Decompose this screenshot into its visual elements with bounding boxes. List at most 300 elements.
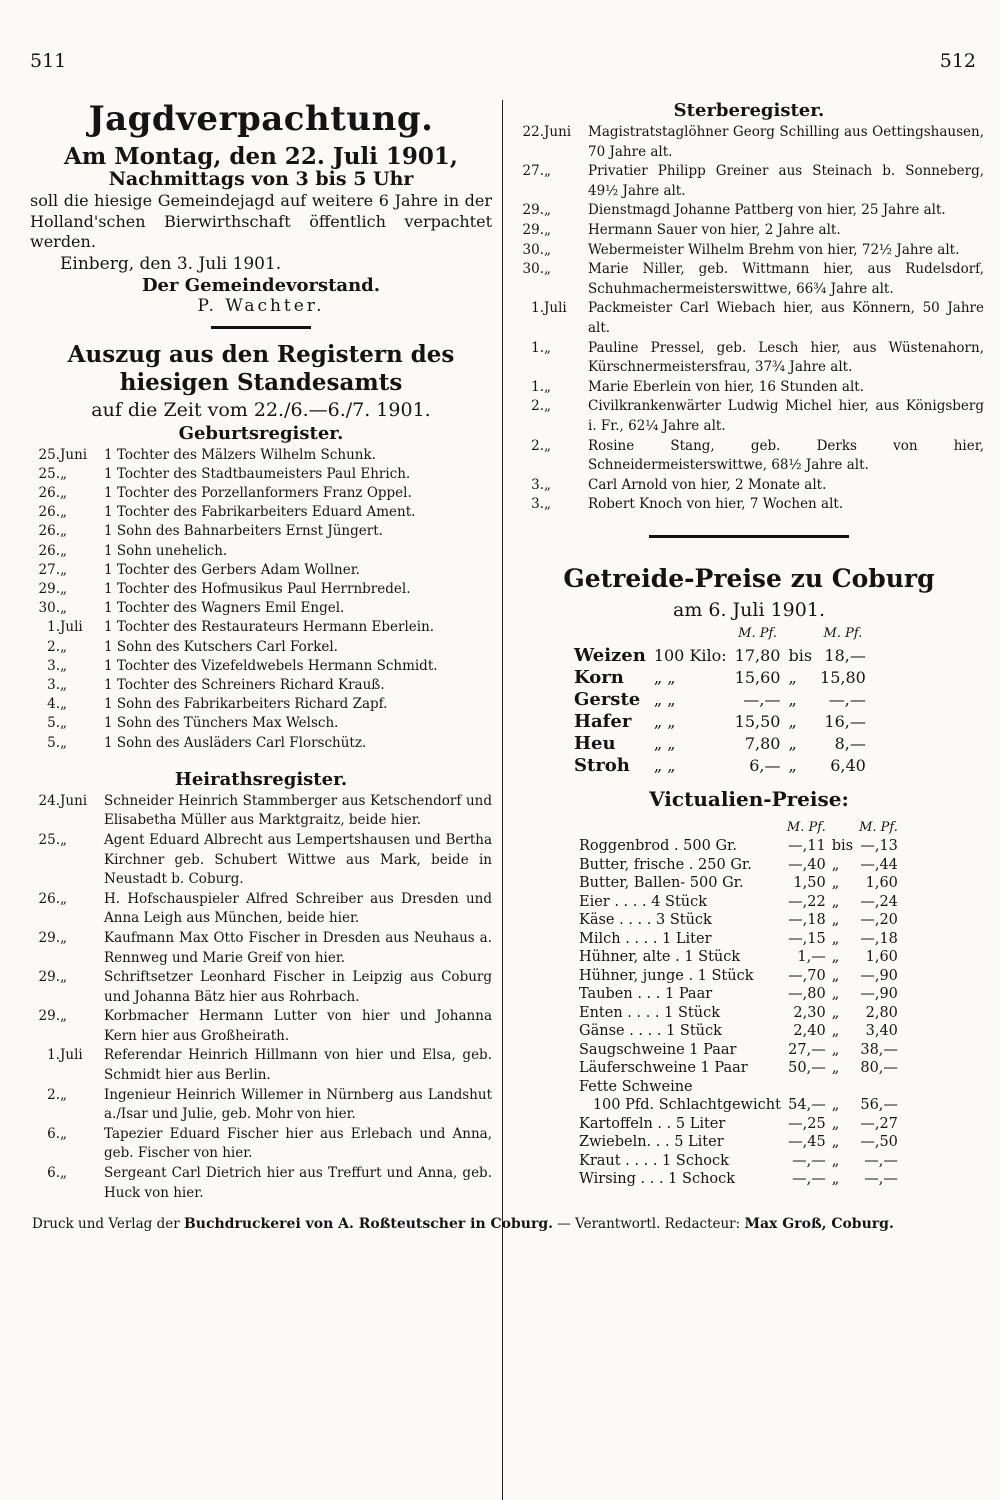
grain-qty: 100 Kilo: bbox=[653, 645, 727, 665]
entry-day: 29. bbox=[522, 221, 544, 238]
footer-printer: Buchdruckerei von A. Roßteutscher in Coburg. bbox=[183, 1216, 553, 1232]
victuals-price-high: —,90 bbox=[860, 986, 898, 1003]
grain-title: Getreide-Preise zu Coburg bbox=[563, 563, 935, 593]
death-entry bbox=[514, 339, 984, 378]
entry-text: Tapezier Eduard Fischer hier aus Erlebach und Anna, geb. Fischer von hier. bbox=[104, 1125, 492, 1162]
entry-month: „ bbox=[60, 1125, 67, 1142]
entry-month: „ bbox=[544, 202, 551, 219]
entry-month: „ bbox=[544, 163, 551, 180]
birth-entry bbox=[30, 618, 492, 637]
victuals-row bbox=[576, 1152, 901, 1171]
entry-text: Webermeister Wilhelm Brehm von hier, 72½ Jahre alt. bbox=[588, 241, 960, 258]
victuals-sep: „ bbox=[831, 930, 840, 947]
birth-entry bbox=[30, 695, 492, 714]
entry-day: 30. bbox=[38, 600, 60, 617]
page-number-right: 512 bbox=[939, 50, 976, 72]
entry-month: „ bbox=[544, 437, 551, 454]
grain-sep: „ bbox=[788, 689, 797, 709]
victuals-sep: „ bbox=[831, 1004, 840, 1021]
entry-day: 26. bbox=[38, 523, 60, 540]
victuals-price-high bbox=[856, 1078, 901, 1097]
entry-text: 1 Tochter des Gerbers Adam Wollner. bbox=[104, 561, 360, 578]
entry-month: „ bbox=[60, 696, 67, 713]
entry-day: 26. bbox=[38, 890, 60, 907]
registry-period: auf die Zeit vom 22./6.—6./7. 1901. bbox=[91, 398, 431, 421]
entry-month: „ bbox=[544, 261, 551, 278]
column-divider bbox=[502, 100, 503, 1500]
grain-row bbox=[570, 667, 870, 689]
births-title: Geburtsregister. bbox=[178, 422, 344, 444]
victuals-row bbox=[576, 1170, 901, 1189]
entry-text: Marie Niller, geb. Wittmann hier, aus Rudelsdorf, Schuhmachermeisterswittwe, 66¾ Jahre alt. bbox=[588, 261, 984, 297]
victuals-row bbox=[576, 1059, 901, 1078]
death-entry bbox=[514, 378, 984, 398]
entry-month: „ bbox=[544, 398, 551, 415]
victuals-sep: „ bbox=[831, 875, 840, 892]
entry-text: Carl Arnold von hier, 2 Monate alt. bbox=[588, 476, 827, 493]
entry-text: H. Hofschauspieler Alfred Schreiber aus Dresden und Anna Leigh aus München, beide hier. bbox=[104, 890, 492, 927]
victuals-price-high: 38,— bbox=[860, 1041, 898, 1058]
entry-month: „ bbox=[60, 465, 67, 482]
death-entry bbox=[514, 299, 984, 338]
entry-month: „ bbox=[60, 1086, 67, 1103]
grain-row bbox=[570, 689, 870, 711]
victuals-sep: „ bbox=[831, 1041, 840, 1058]
deaths-table bbox=[514, 123, 984, 515]
registry-title: Auszug aus den Registern des hiesigen Standesamts bbox=[67, 341, 455, 396]
victuals-sep: „ bbox=[831, 967, 840, 984]
entry-text: Dienstmagd Johanne Pattberg von hier, 25 Jahre alt. bbox=[588, 202, 946, 219]
victuals-item: Läuferschweine 1 Paar bbox=[579, 1060, 748, 1077]
hunt-signature: P. Wachter. bbox=[197, 296, 325, 317]
victuals-sep: „ bbox=[831, 1152, 840, 1169]
entry-day: 30. bbox=[522, 261, 544, 278]
victuals-sep: „ bbox=[831, 1060, 840, 1077]
victuals-sep: „ bbox=[831, 912, 840, 929]
victuals-price-low: —,40 bbox=[788, 856, 826, 873]
entry-month: „ bbox=[60, 831, 67, 848]
entry-day: 25. bbox=[38, 446, 60, 463]
marriage-entry bbox=[30, 831, 492, 890]
victuals-sep: „ bbox=[831, 856, 840, 873]
hunt-title: Jagdverpachtung. bbox=[88, 99, 434, 139]
grain-qty: „ „ bbox=[653, 711, 676, 731]
victuals-row bbox=[576, 985, 901, 1004]
entry-text: 1 Tochter des Wagners Emil Engel. bbox=[104, 600, 345, 617]
death-entry bbox=[514, 495, 984, 515]
entry-month: „ bbox=[60, 600, 67, 617]
entry-text: Robert Knoch von hier, 7 Wochen alt. bbox=[588, 496, 844, 513]
victuals-price-low: —,80 bbox=[788, 986, 826, 1003]
entry-text: 1 Tochter des Mälzers Wilhelm Schunk. bbox=[104, 446, 376, 463]
victuals-row bbox=[576, 1096, 901, 1115]
victuals-price-high: —,24 bbox=[860, 893, 898, 910]
victuals-row bbox=[576, 911, 901, 930]
victuals-item: Enten . . . . 1 Stück bbox=[579, 1004, 720, 1021]
grain-price-high: 18,— bbox=[824, 645, 866, 665]
victuals-item: Saugschweine 1 Paar bbox=[579, 1041, 737, 1058]
victuals-price-high: —,27 bbox=[860, 1115, 898, 1132]
victuals-price-high: 1,60 bbox=[865, 875, 898, 892]
entry-month: „ bbox=[60, 734, 67, 751]
victuals-price-low: —,— bbox=[792, 1171, 826, 1188]
entry-day: 29. bbox=[38, 1008, 60, 1025]
entry-month: „ bbox=[60, 542, 67, 559]
entry-month: „ bbox=[60, 504, 67, 521]
grain-row bbox=[570, 733, 870, 755]
victuals-sep: „ bbox=[831, 1097, 840, 1114]
victuals-row bbox=[576, 1133, 901, 1152]
birth-entry bbox=[30, 734, 492, 753]
entry-text: 1 Tochter des Restaurateurs Hermann Eberlein. bbox=[104, 619, 435, 636]
victuals-row bbox=[576, 967, 901, 986]
victuals-row bbox=[576, 1022, 901, 1041]
grain-name: Korn bbox=[574, 666, 624, 688]
entry-text: 1 Tochter des Hofmusikus Paul Herrnbredel. bbox=[104, 580, 411, 597]
entry-text: Privatier Philipp Greiner aus Steinach b. Sonneberg, 49½ Jahre alt. bbox=[588, 163, 984, 199]
entry-day: 3. bbox=[531, 476, 544, 493]
left-column bbox=[30, 98, 492, 1203]
birth-entry bbox=[30, 580, 492, 599]
victuals-row bbox=[576, 930, 901, 949]
birth-entry bbox=[30, 484, 492, 503]
entry-day: 24. bbox=[38, 792, 60, 809]
death-entry bbox=[514, 476, 984, 496]
victuals-row bbox=[576, 1115, 901, 1134]
birth-entry bbox=[30, 714, 492, 733]
entry-text: Civilkrankenwärter Ludwig Michel hier, aus Königsberg i. Fr., 62¼ Jahre alt. bbox=[588, 398, 984, 434]
victuals-item: Butter, Ballen- 500 Gr. bbox=[579, 875, 744, 892]
entry-month: „ bbox=[60, 638, 67, 655]
victuals-item: Hühner, alte . 1 Stück bbox=[579, 949, 741, 966]
entry-day: 1. bbox=[531, 378, 544, 395]
marriage-entry bbox=[30, 929, 492, 968]
victuals-price-high: 3,40 bbox=[865, 1023, 898, 1040]
entry-month: „ bbox=[60, 676, 67, 693]
grain-price-low: —,— bbox=[743, 689, 781, 709]
victuals-price-high: —,— bbox=[864, 1152, 898, 1169]
grain-name: Stroh bbox=[574, 754, 630, 776]
entry-text: 1 Sohn des Fabrikarbeiters Richard Zapf. bbox=[104, 696, 388, 713]
victuals-sep bbox=[829, 1078, 856, 1097]
victuals-price-low: —,70 bbox=[788, 967, 826, 984]
entry-month: „ bbox=[60, 715, 67, 732]
victuals-item: Gänse . . . . 1 Stück bbox=[579, 1023, 722, 1040]
victuals-price-high: 56,— bbox=[860, 1097, 898, 1114]
entry-text: Referendar Heinrich Hillmann von hier und Elsa, geb. Schmidt hier aus Berlin. bbox=[104, 1047, 492, 1084]
birth-entry bbox=[30, 599, 492, 618]
victuals-price-high: —,— bbox=[864, 1171, 898, 1188]
entry-text: 1 Sohn des Bahnarbeiters Ernst Jüngert. bbox=[104, 523, 383, 540]
victuals-price-low: —,22 bbox=[788, 893, 826, 910]
victuals-sep: bis bbox=[831, 838, 854, 855]
entry-day: 22. bbox=[522, 124, 544, 140]
entry-day: 26. bbox=[38, 504, 60, 521]
victuals-price-low: 50,— bbox=[788, 1060, 826, 1077]
birth-entry bbox=[30, 542, 492, 561]
birth-entry bbox=[30, 638, 492, 657]
footer-text-1: Druck und Verlag der bbox=[32, 1216, 180, 1232]
entry-day: 1. bbox=[47, 1047, 60, 1064]
victuals-item: Roggenbrod . 500 Gr. bbox=[579, 838, 737, 855]
victuals-price-low: —,18 bbox=[788, 912, 826, 929]
entry-month: „ bbox=[60, 580, 67, 597]
victuals-price-high: —,44 bbox=[860, 856, 898, 873]
entry-month: Juli bbox=[60, 619, 83, 636]
grain-unit-1: M. Pf. bbox=[738, 625, 777, 641]
grain-row bbox=[570, 755, 870, 777]
entry-text: Marie Eberlein von hier, 16 Stunden alt. bbox=[588, 378, 864, 395]
entry-text: 1 Sohn unehelich. bbox=[104, 542, 228, 559]
victuals-price-low: —,11 bbox=[788, 838, 826, 855]
marriage-entry bbox=[30, 968, 492, 1007]
death-entry bbox=[514, 201, 984, 221]
entry-month: „ bbox=[60, 561, 67, 578]
imprint-footer bbox=[32, 1216, 982, 1232]
victuals-title: Victualien-Preise: bbox=[649, 786, 849, 811]
marriage-entry bbox=[30, 1046, 492, 1085]
victuals-unit-1: M. Pf. bbox=[786, 819, 826, 835]
death-entry bbox=[514, 241, 984, 261]
victuals-price-low: 54,— bbox=[788, 1097, 826, 1114]
victuals-row bbox=[576, 856, 901, 875]
entry-day: 27. bbox=[38, 561, 60, 578]
entry-text: 1 Tochter des Schreiners Richard Krauß. bbox=[104, 676, 385, 693]
victuals-sep: „ bbox=[831, 1171, 840, 1188]
victuals-price-low bbox=[784, 1078, 829, 1097]
victuals-item: Hühner, junge . 1 Stück bbox=[579, 967, 754, 984]
entry-day: 3. bbox=[531, 496, 544, 513]
entry-text: 1 Tochter des Vizefeldwebels Hermann Schmidt. bbox=[104, 657, 438, 674]
death-entry bbox=[514, 162, 984, 201]
grain-name: Heu bbox=[574, 732, 616, 754]
grain-name: Gerste bbox=[574, 688, 641, 710]
grain-unit-2: M. Pf. bbox=[823, 625, 863, 641]
victuals-unit-2: M. Pf. bbox=[859, 819, 898, 835]
entry-month: „ bbox=[60, 1165, 67, 1182]
victuals-price-high: —,18 bbox=[860, 930, 898, 947]
victuals-sep: „ bbox=[831, 1023, 840, 1040]
entry-day: 29. bbox=[38, 580, 60, 597]
victuals-sep: „ bbox=[831, 1115, 840, 1132]
entry-day: 25. bbox=[38, 831, 60, 848]
hunt-body: soll die hiesige Gemeindejagd auf weitere 6 Jahre in der Holland'schen Bierwirthschaft öffentlich verpachtet werden. bbox=[30, 190, 492, 252]
entry-day: 2. bbox=[47, 1086, 60, 1103]
victuals-item: Butter, frische . 250 Gr. bbox=[579, 856, 752, 873]
victuals-item: Wirsing . . . 1 Schock bbox=[579, 1171, 736, 1188]
entry-day: 29. bbox=[522, 202, 544, 219]
grain-price-high: 16,— bbox=[824, 711, 866, 731]
victuals-item: Zwiebeln. . . 5 Liter bbox=[579, 1134, 724, 1151]
grain-qty: „ „ bbox=[653, 733, 676, 753]
victuals-sep: „ bbox=[831, 1134, 840, 1151]
victuals-price-low: 2,40 bbox=[793, 1023, 826, 1040]
victuals-price-low: —,15 bbox=[788, 930, 826, 947]
entry-text: Hermann Sauer von hier, 2 Jahre alt. bbox=[588, 221, 841, 238]
grain-name: Hafer bbox=[574, 710, 632, 732]
grain-sep: „ bbox=[788, 667, 797, 687]
entry-text: Pauline Pressel, geb. Lesch hier, aus Wüstenahorn, Kürschnermeistersfrau, 37¾ Jahre alt. bbox=[588, 339, 984, 376]
entry-month: Juni bbox=[60, 446, 88, 463]
grain-price-low: 15,60 bbox=[734, 667, 781, 687]
grain-price-high: 15,80 bbox=[820, 667, 866, 687]
grain-sep: „ bbox=[788, 755, 797, 775]
birth-entry bbox=[30, 503, 492, 522]
entry-month: „ bbox=[60, 523, 67, 540]
entry-month: „ bbox=[544, 339, 551, 356]
grain-qty: „ „ bbox=[653, 667, 676, 687]
section-rule bbox=[211, 326, 311, 329]
entry-month: „ bbox=[544, 241, 551, 258]
page-number-left: 511 bbox=[30, 50, 67, 72]
grain-name: Weizen bbox=[574, 644, 646, 666]
entry-month: „ bbox=[60, 657, 67, 674]
entry-text: Korbmacher Hermann Lutter von hier und Johanna Kern hier aus Großheirath. bbox=[104, 1008, 492, 1044]
victuals-price-low: —,25 bbox=[788, 1115, 826, 1132]
entry-month: „ bbox=[544, 476, 551, 493]
victuals-row bbox=[576, 837, 901, 856]
entry-text: 1 Sohn des Ausläders Carl Florschütz. bbox=[104, 734, 367, 751]
victuals-row bbox=[576, 893, 901, 912]
victuals-price-high: 80,— bbox=[860, 1060, 898, 1077]
grain-qty: „ „ bbox=[653, 689, 676, 709]
entry-month: Juli bbox=[544, 300, 567, 317]
hunt-date-line: Am Montag, den 22. Juli 1901, bbox=[64, 142, 458, 170]
entry-day: 29. bbox=[38, 929, 60, 946]
entry-text: Schriftsetzer Leonhard Fischer in Leipzig aus Coburg und Johanna Bätz hier aus Rohrbach. bbox=[104, 969, 492, 1005]
grain-price-high: 6,40 bbox=[830, 755, 866, 775]
entry-month: Juni bbox=[60, 792, 88, 809]
entry-day: 2. bbox=[531, 398, 544, 415]
right-column bbox=[514, 98, 984, 1189]
entry-text: Sergeant Carl Dietrich hier aus Treffurt und Anna, geb. Huck von hier. bbox=[104, 1165, 492, 1201]
entry-day: 27. bbox=[522, 163, 544, 180]
grain-sep: „ bbox=[788, 711, 797, 731]
entry-day: 1. bbox=[47, 619, 60, 636]
entry-month: „ bbox=[60, 1008, 67, 1025]
entry-month: „ bbox=[60, 890, 67, 907]
entry-text: Kaufmann Max Otto Fischer in Dresden aus Neuhaus a. Rennweg und Marie Greif von hier. bbox=[104, 929, 492, 966]
hunt-time-line: Nachmittags von 3 bis 5 Uhr bbox=[108, 167, 414, 190]
entry-day: 25. bbox=[38, 465, 60, 482]
victuals-row bbox=[576, 1041, 901, 1060]
victuals-row bbox=[576, 874, 901, 893]
entry-text: 1 Sohn des Kutschers Carl Forkel. bbox=[104, 638, 338, 655]
death-entry bbox=[514, 260, 984, 299]
victuals-price-low: —,— bbox=[792, 1152, 826, 1169]
victuals-table bbox=[576, 819, 901, 1189]
victuals-item: Fette Schweine bbox=[579, 1078, 693, 1095]
victuals-price-high: —,13 bbox=[860, 838, 898, 855]
entry-text: Ingenieur Heinrich Willemer in Nürnberg aus Landshut a./Isar und Julie, geb. Mohr von hier. bbox=[104, 1086, 492, 1123]
birth-entry bbox=[30, 446, 492, 465]
victuals-price-low: 1,— bbox=[797, 949, 826, 966]
entry-text: Rosine Stang, geb. Derks von hier, Schneidermeisterswittwe, 68½ Jahre alt. bbox=[588, 437, 984, 474]
victuals-price-low: 27,— bbox=[788, 1041, 826, 1058]
grain-price-low: 6,— bbox=[749, 755, 781, 775]
birth-entry bbox=[30, 522, 492, 541]
victuals-item: Kraut . . . . 1 Schock bbox=[579, 1152, 729, 1169]
victuals-row bbox=[576, 948, 901, 967]
hunt-authority: Der Gemeindevorstand. bbox=[141, 275, 381, 297]
footer-text-2: — Verantwortl. Redacteur: bbox=[557, 1216, 741, 1232]
victuals-price-high: —,50 bbox=[860, 1134, 898, 1151]
entry-day: 26. bbox=[38, 542, 60, 559]
births-table bbox=[30, 446, 492, 753]
victuals-item: 100 Pfd. Schlachtgewicht bbox=[579, 1097, 781, 1114]
victuals-sep: „ bbox=[831, 986, 840, 1003]
marriage-entry bbox=[30, 1086, 492, 1125]
grain-price-high: —,— bbox=[828, 689, 866, 709]
entry-day: 2. bbox=[531, 437, 544, 454]
victuals-sep: „ bbox=[831, 949, 840, 966]
entry-month: „ bbox=[60, 929, 67, 946]
victuals-item: Eier . . . . 4 Stück bbox=[579, 893, 708, 910]
grain-price-high: 8,— bbox=[834, 733, 866, 753]
entry-text: 1 Tochter des Stadtbaumeisters Paul Ehrich. bbox=[104, 465, 411, 482]
entry-text: 1 Tochter des Porzellanformers Franz Oppel. bbox=[104, 484, 412, 501]
entry-day: 3. bbox=[47, 657, 60, 674]
entry-month: „ bbox=[544, 496, 551, 513]
grain-price-low: 15,50 bbox=[734, 711, 781, 731]
grain-date: am 6. Juli 1901. bbox=[673, 598, 825, 621]
entry-text: Schneider Heinrich Stammberger aus Ketschendorf und Elisabetha Müller aus Marktgraitz, beide hier. bbox=[104, 792, 492, 829]
entry-day: 6. bbox=[47, 1165, 60, 1182]
victuals-row bbox=[576, 1004, 901, 1023]
grain-row bbox=[570, 711, 870, 733]
entry-month: „ bbox=[60, 484, 67, 501]
entry-day: 3. bbox=[47, 676, 60, 693]
victuals-item: Kartoffeln . . 5 Liter bbox=[579, 1115, 726, 1132]
entry-day: 29. bbox=[38, 969, 60, 986]
entry-text: 1 Tochter des Fabrikarbeiters Eduard Ament. bbox=[104, 504, 416, 521]
grain-table bbox=[570, 623, 870, 777]
entry-day: 5. bbox=[47, 715, 60, 732]
hunt-place-date: Einberg, den 3. Juli 1901. bbox=[60, 254, 282, 275]
entry-text: Magistratstaglöhner Georg Schilling aus Oettingshausen, 70 Jahre alt. bbox=[588, 124, 984, 160]
entry-day: 1. bbox=[531, 300, 544, 317]
victuals-price-low: 1,50 bbox=[793, 875, 826, 892]
death-entry bbox=[514, 397, 984, 436]
grain-row bbox=[570, 645, 870, 667]
victuals-item: Käse . . . . 3 Stück bbox=[579, 912, 712, 929]
entry-month: „ bbox=[544, 221, 551, 238]
victuals-price-high: 1,60 bbox=[865, 949, 898, 966]
victuals-price-low: 2,30 bbox=[793, 1004, 826, 1021]
entry-month: „ bbox=[544, 378, 551, 395]
marriages-table bbox=[30, 792, 492, 1203]
marriage-entry bbox=[30, 792, 492, 831]
entry-text: 1 Sohn des Tünchers Max Welsch. bbox=[104, 715, 339, 732]
entry-day: 30. bbox=[522, 241, 544, 258]
entry-month: Juni bbox=[544, 124, 572, 140]
birth-entry bbox=[30, 657, 492, 676]
grain-price-low: 17,80 bbox=[734, 645, 781, 665]
grain-price-low: 7,80 bbox=[744, 733, 781, 753]
victuals-price-high: —,20 bbox=[860, 912, 898, 929]
victuals-price-high: 2,80 bbox=[865, 1004, 898, 1021]
grain-sep: bis bbox=[788, 645, 813, 665]
marriage-entry bbox=[30, 1164, 492, 1203]
deaths-title: Sterberegister. bbox=[673, 100, 825, 121]
entry-day: 6. bbox=[47, 1125, 60, 1142]
death-entry bbox=[514, 221, 984, 241]
entry-day: 26. bbox=[38, 484, 60, 501]
victuals-item: Milch . . . . 1 Liter bbox=[579, 930, 712, 947]
entry-day: 1. bbox=[531, 339, 544, 356]
marriage-entry bbox=[30, 1125, 492, 1164]
victuals-item: Tauben . . . 1 Paar bbox=[579, 986, 713, 1003]
